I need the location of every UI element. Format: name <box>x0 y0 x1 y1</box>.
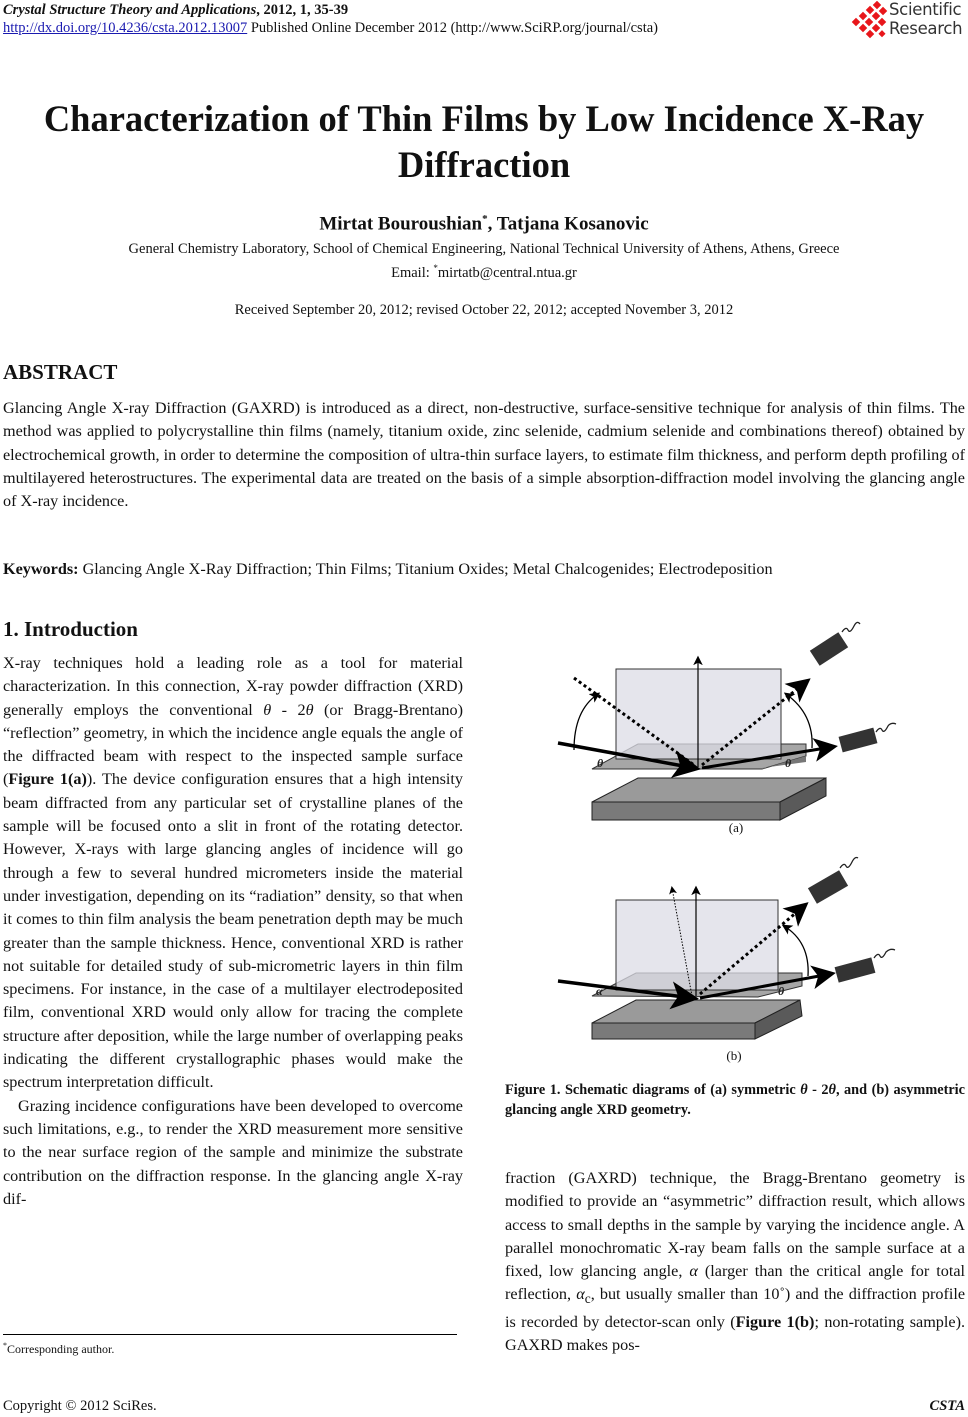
author-list: Mirtat Bouroushian*, Tatjana Kosanovic <box>319 213 649 235</box>
abstract-body: Glancing Angle X-ray Diffraction (GAXRD) is introduced as a direct, non-destructive, surface-sensitive technique for analysis of thin films. The method was applied to polycrystalline thin films (namely, titanium oxide, zinc selenide, cadmium selenide and combinations thereof) obtained by electrochemical growth, in order to determine the composition of ultra-thin surface layers, to estimate film thickness, and perform depth profiling of multilayered heterostructures. The experimental data are treated on the basis of a simple absorption-diffraction model involving the glancing angle of X-ray incidence. <box>3 399 965 511</box>
author-1: Mirtat Bouroushian <box>319 213 483 235</box>
keywords <box>3 560 965 579</box>
keywords-text: Glancing Angle X-Ray Diffraction; Thin Films; Titanium Oxides; Metal Chalcogenides; Electrodeposition <box>78 560 773 578</box>
footnote: *Corresponding author. <box>3 1341 115 1356</box>
intro-paragraph-1: X-ray techniques hold a leading role as a tool for material characterization. In this connection, X-ray powder diffraction (XRD) generally employs the conventional θ - 2θ (or Bragg-Brentano) “reflection” geometry, in which the incidence angle equals the angle of the diffracted beam with respect to the inspected sample surface (Figure 1(a)). The device configuration ensures that a high intensity beam diffracted from any particular set of crystalline planes of the sample will be focused onto a slit in front of the rotating detector. However, X-rays with large glancing angles of incidence will go through a few to several hundred micrometers inside the material under investigation, depending on its “radiation” density, so that when it comes to thin film analysis the beam penetration depth may be much greater than the sample thickness. Hence, conventional XRD is rather not suitable for detailed study of sub-micrometric layers in thin film specimens. For instance, in the case of a multilayer electrodeposited film, conventional XRD would only allow for tracing the complete structure after deposition, while the large number of overlapping peaks indicating the different crystallographic phases would make the spectrum interpretation difficult. <box>3 654 464 1092</box>
corresponding-mark: * <box>482 213 488 225</box>
subfigure-label-b: (b) <box>726 1048 742 1063</box>
published-online-text: Published Online December 2012 (http://www.SciRP.org/journal/csta) <box>247 20 658 36</box>
journal-abbreviation: CSTA <box>929 1398 965 1414</box>
figure-1b-reference[interactable]: Figure 1(b) <box>735 1313 815 1332</box>
paper-title: Characterization of Thin Films by Low Incidence X-Ray Diffraction <box>43 98 925 185</box>
left-column-text <box>3 652 463 1211</box>
xrd-geometry-diagram <box>530 610 910 1070</box>
alpha-label: α <box>596 984 603 998</box>
affiliation <box>0 240 968 283</box>
footnote-divider <box>3 1334 457 1335</box>
diagram-a <box>558 622 896 820</box>
affiliation-text: General Chemistry Laboratory, School of Chemical Engineering, National Technical University of Athens, Athens, Greece <box>128 241 840 257</box>
abstract-heading: ABSTRACT <box>3 360 118 384</box>
journal-citation <box>3 2 348 19</box>
diamond-cluster-logo-icon <box>850 1 890 41</box>
journal-meta: , 2012, 1, 35-39 <box>256 2 349 18</box>
figure-caption: Figure 1. Schematic diagrams of (a) symmetric θ - 2θ, and (b) asymmetric glancing angle XRD geometry. <box>505 1082 965 1118</box>
subfigure-label-a: (a) <box>728 820 744 835</box>
author-2: Tatjana Kosanovic <box>496 213 649 235</box>
copyright-notice: Copyright © 2012 SciRes. <box>3 1398 157 1414</box>
publisher-logo <box>850 0 968 44</box>
section-heading-introduction: 1. Introduction <box>3 617 138 641</box>
figure-1a-reference[interactable]: Figure 1(a) <box>8 770 87 789</box>
email-address[interactable]: mirtatb@central.ntua.gr <box>437 264 577 281</box>
journal-name: Crystal Structure Theory and Applications <box>3 2 257 18</box>
theta-label: θ <box>778 984 785 998</box>
doi-link[interactable]: http://dx.doi.org/10.4236/csta.2012.13007 <box>3 20 248 36</box>
diagram-b <box>558 858 895 1040</box>
intro-paragraph-2: Grazing incidence configurations have been developed to overcome such limitations, e.g., to render the XRD measurement more sensitive to the near surface region of the sample and minimize the substrate contribution on the diffraction response. In the glancing angle X-ray dif- <box>3 1096 463 1208</box>
figure-1 <box>530 610 910 1070</box>
publisher-logo-text: Scientific Research <box>889 0 963 38</box>
theta-label: θ <box>785 756 792 770</box>
theta-label: θ <box>597 756 604 770</box>
received-dates: Received September 20, 2012; revised October 22, 2012; accepted November 3, 2012 <box>234 302 734 318</box>
email-line: Email: *mirtatb@central.ntua.gr <box>391 263 577 281</box>
right-column-text: fraction (GAXRD) technique, the Bragg-Brentano geometry is modified to provide an “asymmetric” diffraction result, which allows access to small depths in the sample by varying the incidence angle. A parallel monochromatic X-ray beam falls on the sample surface at a fixed, low glancing angle, α (larger than the critical angle for total reflection, $\alpha_c$, but usually smaller than 10˚) and the diffraction profile is recorded by detector-scan only (Figure 1(b); non-rotating sample). GAXRD makes pos- <box>505 1169 966 1355</box>
keywords-label: Keywords: <box>3 560 79 578</box>
publication-line <box>3 20 658 37</box>
